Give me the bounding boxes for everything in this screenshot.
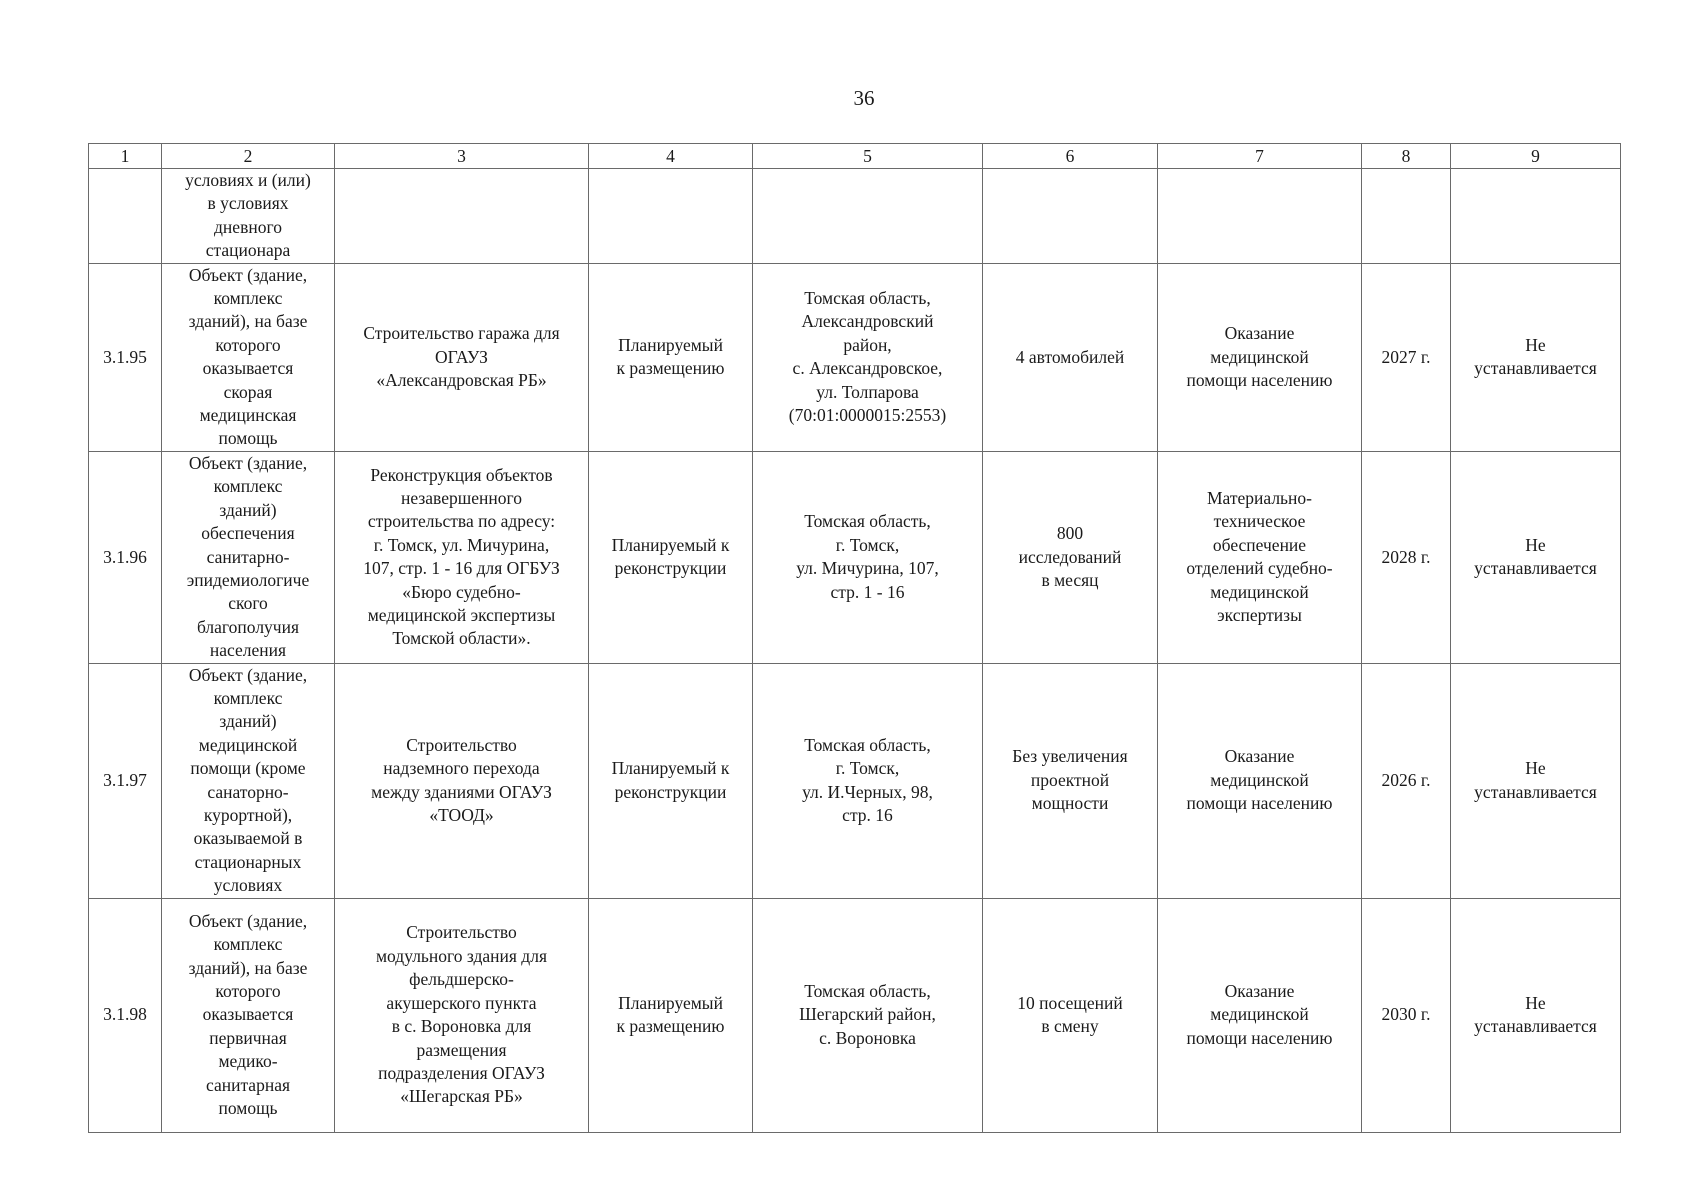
table-row [89,263,1621,451]
zone-cell: Не устанавливается [1451,451,1621,663]
zone-cell: Не устанавливается [1451,663,1621,898]
capacity-cell: 800 исследований в месяц [983,451,1158,663]
location-cell: Томская область, Шегарский район, с. Вороновка [753,898,983,1132]
objects-table [88,143,1621,1133]
table-row [89,898,1621,1132]
object-name-cell: Строительство модульного здания для фельдшерско- акушерского пункта в с. Вороновка для размещения подразделения ОГАУЗ «Шегарская РБ» [335,898,589,1132]
location-cell [753,169,983,264]
column-number: 6 [983,144,1158,169]
column-number-row [89,144,1621,169]
object-type-cell: Объект (здание, комплекс зданий), на базе которого оказывается скорая медицинская помощь [162,263,335,451]
object-name-cell [335,169,589,264]
page-number: 36 [853,86,875,110]
row-number-cell: 3.1.98 [89,898,162,1132]
zone-cell: Не устанавливается [1451,898,1621,1132]
column-number: 8 [1362,144,1451,169]
row-number-cell: 3.1.95 [89,263,162,451]
purpose-cell: Оказание медицинской помощи населению [1158,263,1362,451]
zone-cell [1451,169,1621,264]
status-cell: Планируемый к размещению [589,898,753,1132]
capacity-cell: 4 автомобилей [983,263,1158,451]
year-cell: 2028 г. [1362,451,1451,663]
object-type-cell: Объект (здание, комплекс зданий), на базе которого оказывается первичная медико- санитарная помощь [162,898,335,1132]
object-name-cell: Строительство надземного перехода между зданиями ОГАУЗ «ТООД» [335,663,589,898]
column-number: 9 [1451,144,1621,169]
status-cell: Планируемый к реконструкции [589,451,753,663]
table-row [89,451,1621,663]
zone-cell: Не устанавливается [1451,263,1621,451]
object-name-cell: Строительство гаража для ОГАУЗ «Александровская РБ» [335,263,589,451]
object-type-cell: Объект (здание, комплекс зданий) медицинской помощи (кроме санаторно- курортной), оказываемой в стационарных условиях [162,663,335,898]
column-number: 5 [753,144,983,169]
object-name-cell: Реконструкция объектов незавершенного строительства по адресу: г. Томск, ул. Мичурина, 107, стр. 1 - 16 для ОГБУЗ «Бюро судебно- медицинской экспертизы Томской области». [335,451,589,663]
column-number: 3 [335,144,589,169]
table-row [89,169,1621,264]
table-row [89,663,1621,898]
column-number: 4 [589,144,753,169]
capacity-cell: 10 посещений в смену [983,898,1158,1132]
purpose-cell: Материально- техническое обеспечение отделений судебно- медицинской экспертизы [1158,451,1362,663]
column-number: 7 [1158,144,1362,169]
year-cell: 2027 г. [1362,263,1451,451]
year-cell: 2026 г. [1362,663,1451,898]
capacity-cell [983,169,1158,264]
location-cell: Томская область, г. Томск, ул. И.Черных, 98, стр. 16 [753,663,983,898]
location-cell: Томская область, г. Томск, ул. Мичурина, 107, стр. 1 - 16 [753,451,983,663]
column-number: 1 [89,144,162,169]
object-type-cell: Объект (здание, комплекс зданий) обеспечения санитарно- эпидемиологиче ского благополучия населения [162,451,335,663]
purpose-cell: Оказание медицинской помощи населению [1158,663,1362,898]
object-type-cell: условиях и (или) в условиях дневного стационара [162,169,335,264]
status-cell: Планируемый к размещению [589,263,753,451]
row-number-cell [89,169,162,264]
status-cell [589,169,753,264]
column-number: 2 [162,144,335,169]
purpose-cell: Оказание медицинской помощи населению [1158,898,1362,1132]
year-cell: 2030 г. [1362,898,1451,1132]
row-number-cell: 3.1.96 [89,451,162,663]
row-number-cell: 3.1.97 [89,663,162,898]
location-cell: Томская область, Александровский район, с. Александровское, ул. Толпарова (70:01:0000015:2553) [753,263,983,451]
purpose-cell [1158,169,1362,264]
status-cell: Планируемый к реконструкции [589,663,753,898]
capacity-cell: Без увеличения проектной мощности [983,663,1158,898]
year-cell [1362,169,1451,264]
